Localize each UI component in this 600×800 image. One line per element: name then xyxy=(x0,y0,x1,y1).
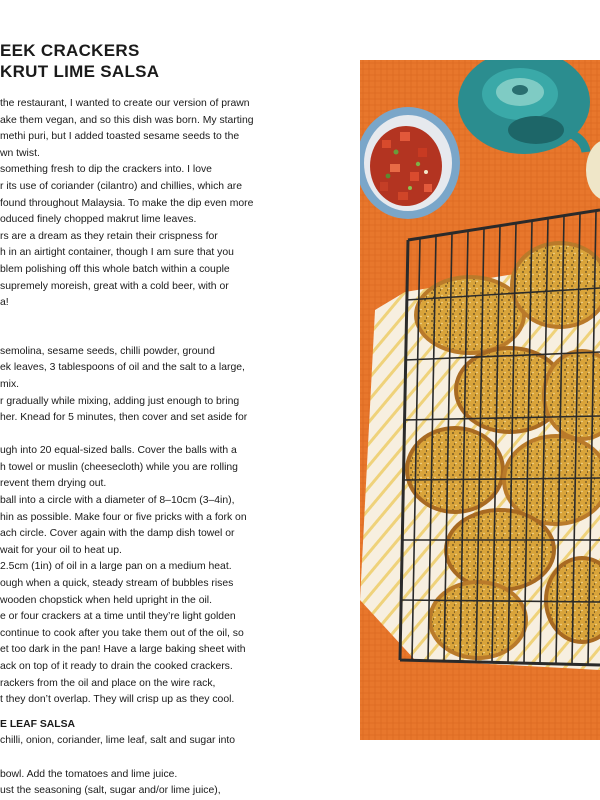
method-line: hin as possible. Make four or five pricks with a fork on xyxy=(0,511,247,523)
intro-line: ake them vegan, and so this dish was born. My starting xyxy=(0,114,254,126)
method-line: ek leaves, 3 tablespoons of oil and the salt to a large, xyxy=(0,362,245,374)
method-line: ough when a quick, steady stream of bubbles rises xyxy=(0,578,234,590)
method-line: continue to cook after you take them out of the oil, so xyxy=(0,627,244,639)
method-line: ach circle. Cover again with the damp dish towel or xyxy=(0,528,235,540)
salsa-bowl xyxy=(360,107,460,219)
method-line: t they don’t overlap. They will crisp up as they cool. xyxy=(0,694,235,706)
method-line: 2.5cm (1in) of oil in a large pan on a medium heat. xyxy=(0,561,232,573)
method-line: her. Knead for 5 minutes, then cover and set aside for xyxy=(0,412,248,424)
method-line: semolina, sesame seeds, chilli powder, ground xyxy=(0,345,215,357)
method-line xyxy=(0,427,355,444)
intro-line: found throughout Malaysia. To make the dip even more xyxy=(0,197,254,209)
intro-line: r its use of coriander (cilantro) and chillies, which are xyxy=(0,180,242,192)
spacer xyxy=(0,328,355,344)
intro-line: a! xyxy=(0,297,9,309)
food-photo-illustration xyxy=(360,60,600,740)
method-line: wooden chopstick when held upright in the oil. xyxy=(0,594,212,606)
method-line: revent them drying out. xyxy=(0,478,107,490)
method-line: wait for your oil to heat up. xyxy=(0,544,122,556)
salsa-line: ust the seasoning (salt, sugar and/or lime juice), xyxy=(0,785,221,797)
recipe-text-column xyxy=(0,96,355,800)
method-line: h towel or muslin (cheesecloth) while you are rolling xyxy=(0,461,238,473)
method-line: et too dark in the pan! Have a large baking sheet with xyxy=(0,644,246,656)
spacer xyxy=(0,312,355,328)
method-line: r gradually while mixing, adding just enough to bring xyxy=(0,395,240,407)
intro-section xyxy=(0,96,355,312)
method-section xyxy=(0,344,355,709)
salsa-heading: E LEAF SALSA xyxy=(0,718,76,730)
salsa-line xyxy=(0,750,355,767)
intro-line: wn twist. xyxy=(0,147,40,159)
spacer xyxy=(0,709,355,717)
method-line: ack on top of it ready to drain the cooked crackers. xyxy=(0,661,233,672)
method-line: rackers from the oil and place on the wire rack, xyxy=(0,677,216,689)
title-line-1: EEK CRACKERS xyxy=(0,41,140,60)
intro-line: h in an airtight container, though I am sure that you xyxy=(0,247,234,259)
intro-line: the restaurant, I wanted to create our version of prawn xyxy=(0,98,250,109)
intro-line: rs are a dream as they retain their crispness for xyxy=(0,230,218,242)
salsa-line: bowl. Add the tomatoes and lime juice. xyxy=(0,768,178,780)
method-line: e or four crackers at a time until they’re light golden xyxy=(0,611,236,623)
method-line: ball into a circle with a diameter of 8–10cm (3–4in), xyxy=(0,495,235,507)
method-line: ugh into 20 equal-sized balls. Cover the balls with a xyxy=(0,445,237,457)
salsa-section xyxy=(0,717,355,800)
salsa-line: chilli, onion, coriander, lime leaf, salt and sugar into xyxy=(0,735,236,747)
title-line-2: KRUT LIME SALSA xyxy=(0,62,160,81)
intro-line: something fresh to dip the crackers into. I love xyxy=(0,164,212,176)
intro-line: oduced finely chopped makrut lime leaves. xyxy=(0,214,197,226)
intro-line: blem polishing off this whole batch within a couple xyxy=(0,263,230,275)
method-line: mix. xyxy=(0,378,20,390)
intro-line: supremely moreish, great with a cold beer, with or xyxy=(0,280,229,292)
intro-line: methi puri, but I added toasted sesame seeds to the xyxy=(0,131,240,143)
food-photo xyxy=(360,60,600,740)
recipe-title xyxy=(0,40,340,82)
